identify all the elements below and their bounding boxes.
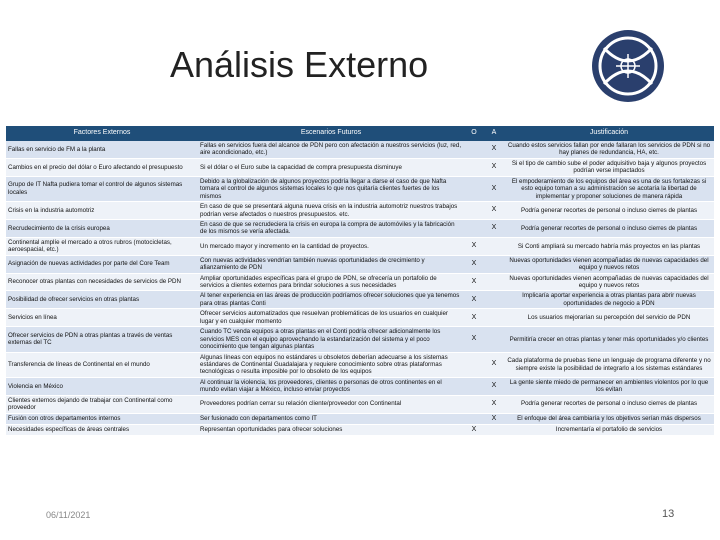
cell-escenario: Un mercado mayor y incremento en la cantidad de proyectos. (198, 237, 464, 255)
cell-factor: Cambios en el precio del dólar o Euro afectando el presupuesto (6, 158, 198, 176)
cell-amenaza: X (484, 158, 504, 176)
cell-escenario: Proveedores podrían cerrar su relación cliente/proveedor con Continental (198, 395, 464, 413)
cell-justificacion: Podría generar recortes de personal o incluso cierres de plantas (504, 219, 714, 237)
table-header-row (6, 126, 714, 141)
header-escenarios: Escenarios Futuros (198, 126, 464, 141)
cell-escenario: Con nuevas actividades vendrían también nuevas oportunidades de crecimiento y afianzamiento de PDN (198, 255, 464, 273)
cell-escenario: Representan oportunidades para ofrecer soluciones (198, 424, 464, 435)
cell-oportunidad: X (464, 273, 484, 291)
cell-justificacion: Los usuarios mejorarían su percepción del servicio de PDN (504, 309, 714, 327)
cell-oportunidad (464, 176, 484, 201)
cell-escenario: Ampliar oportunidades específicas para el grupo de PDN, se ofrecería un portafolio de servicios a clientes externos para brindar soluciones a sus necesidades (198, 273, 464, 291)
cell-justificacion: Incrementaría el portafolio de servicios (504, 424, 714, 435)
cell-escenario: Al continuar la violencia, los proveedores, clientes o personas de otros continentes en el mundo evitan viajar a México, incluso enviar proyectos (198, 377, 464, 395)
cell-factor: Continental amplíe el mercado a otros rubros (motocicletas, aeroespacial, etc.) (6, 237, 198, 255)
page-number: 13 (662, 508, 675, 520)
cell-oportunidad (464, 202, 484, 220)
header-o: O (464, 126, 484, 141)
cell-amenaza: X (484, 176, 504, 201)
cell-oportunidad (464, 395, 484, 413)
table-row (6, 158, 714, 176)
table-row (6, 377, 714, 395)
cell-justificacion: Cuando estos servicios fallan por ende fallaran los servicios de PDN si no hay planes de redundancia, HA, etc. (504, 141, 714, 158)
table-row (6, 395, 714, 413)
cell-factor: Fallas en servicio de FM a la planta (6, 141, 198, 158)
cell-amenaza: X (484, 352, 504, 377)
cell-amenaza: X (484, 377, 504, 395)
table-row (6, 273, 714, 291)
cell-amenaza: X (484, 395, 504, 413)
cell-escenario: Ofrecer servicios automatizados que resuelvan problemáticas de los usuarios en cualquier lugar y en cualquier momento (198, 309, 464, 327)
cell-amenaza (484, 291, 504, 309)
cell-factor: Crisis en la industria automotriz (6, 202, 198, 220)
table-row (6, 327, 714, 352)
cell-escenario: En caso de que se recrudeciera la crisis en europa la compra de automóviles y la fabricación de los mismos se vería afectada. (198, 219, 464, 237)
cell-oportunidad (464, 413, 484, 424)
cell-factor: Clientes externos dejando de trabajar con Continental como proveedor (6, 395, 198, 413)
table-row (6, 237, 714, 255)
cell-oportunidad: X (464, 424, 484, 435)
cell-escenario: Cuando TC venda equipos a otras plantas en el Conti podría ofrecer adicionalmente los servicios MES con el equipo aprovechando la estandarización del sistema y el poco conocimiento que tengan algunas plantas (198, 327, 464, 352)
cell-justificacion: El enfoque del área cambiaría y los objetivos serían más dispersos (504, 413, 714, 424)
cell-factor: Servicios en línea (6, 309, 198, 327)
cell-escenario: Ser fusionado con departamentos como IT (198, 413, 464, 424)
cell-amenaza (484, 327, 504, 352)
cell-justificacion: Nuevas oportunidades vienen acompañadas de nuevas capacidades del equipo y nuevos retos (504, 273, 714, 291)
cell-amenaza (484, 273, 504, 291)
header-a: A (484, 126, 504, 141)
cell-amenaza: X (484, 219, 504, 237)
cell-amenaza: X (484, 413, 504, 424)
table-row (6, 291, 714, 309)
table-row (6, 219, 714, 237)
cell-oportunidad (464, 377, 484, 395)
cell-justificacion: Si Conti ampliará su mercado habría más proyectos en las plantas (504, 237, 714, 255)
cell-factor: Ofrecer servicios de PDN a otras plantas a través de ventas externas del TC (6, 327, 198, 352)
cell-oportunidad: X (464, 327, 484, 352)
cell-oportunidad: X (464, 255, 484, 273)
cell-amenaza (484, 237, 504, 255)
cell-oportunidad (464, 158, 484, 176)
table-row (6, 352, 714, 377)
cell-factor: Recrudecimiento de la crisis europea (6, 219, 198, 237)
cell-oportunidad (464, 352, 484, 377)
cell-amenaza (484, 309, 504, 327)
cell-justificacion: Permitiría crecer en otras plantas y tener más oportunidades y/o clientes (504, 327, 714, 352)
table-row (6, 202, 714, 220)
cell-justificacion: Podría generar recortes de personal o incluso cierres de plantas (504, 395, 714, 413)
cell-factor: Asignación de nuevas actividades por parte del Core Team (6, 255, 198, 273)
cell-factor: Fusión con otros departamentos internos (6, 413, 198, 424)
cell-oportunidad: X (464, 291, 484, 309)
cell-factor: Violencia en México (6, 377, 198, 395)
cell-justificacion: La gente siente miedo de permanecer en ambientes violentos por lo que los evitan (504, 377, 714, 395)
table-row (6, 413, 714, 424)
cell-oportunidad (464, 219, 484, 237)
cell-justificacion: El empoderamiento de los equipos del área es una de sus fortalezas si esto equipo toman a su administración se acotaría la libertad de implementar y proponer soluciones de manera rápida (504, 176, 714, 201)
page-title: Análisis Externo (170, 44, 429, 85)
cell-factor: Posibilidad de ofrecer servicios en otras plantas (6, 291, 198, 309)
globe-cross-icon (590, 28, 666, 104)
cell-factor: Transferencia de líneas de Continental en el mundo (6, 352, 198, 377)
cell-escenario: Algunas líneas con equipos no estándares u obsoletos deberían adecuarse a los sistemas estándares de Continental Guadalajara y requiere conocimiento sobre otras plataformas tecnológicas o resulta imposible por lo obsoleto de los equipos (198, 352, 464, 377)
cell-escenario: En caso de que se presentará alguna nueva crisis en la industria automotriz nuestros trabajos podrían verse afectados o nuestros presupuestos. etc. (198, 202, 464, 220)
cell-oportunidad (464, 141, 484, 158)
cell-escenario: Debido a la globalización de algunos proyectos podría llegar a darse el caso de que Nafta tomara el control de algunos sistemas locales lo que nos quitaría clientes fuertes de los mismos (198, 176, 464, 201)
cell-escenario: Al tener experiencia en las áreas de producción podríamos ofrecer soluciones que ya tenemos para otras plantas Conti (198, 291, 464, 309)
cell-justificacion: Podría generar recortes de personal o incluso cierres de plantas (504, 202, 714, 220)
table-row (6, 176, 714, 201)
cell-escenario: Fallas en servicios fuera del alcance de PDN pero con afectación a nuestros servicios (luz, red, aire acondicionado, etc.) (198, 141, 464, 158)
cell-justificacion: Implicaría aportar experiencia a otras plantas para abrir nuevas oportunidades de negocio a PDN (504, 291, 714, 309)
table-body (6, 141, 714, 436)
cell-escenario: Si el dólar o el Euro sube la capacidad de compra presupuesta disminuye (198, 158, 464, 176)
cell-amenaza (484, 424, 504, 435)
table-row (6, 255, 714, 273)
table-row (6, 141, 714, 158)
cell-oportunidad: X (464, 237, 484, 255)
cell-factor: Necesidades específicas de áreas centrales (6, 424, 198, 435)
header-justificacion: Justificación (504, 126, 714, 141)
cell-factor: Grupo de IT Nafta pudiera tomar el control de algunos sistemas locales (6, 176, 198, 201)
cell-justificacion: Cada plataforma de pruebas tiene un lenguaje de programa diferente y no siempre existe la posibilidad de integrarlo a los sistemas estándares (504, 352, 714, 377)
header-factores: Factores Externos (6, 126, 198, 141)
cell-amenaza: X (484, 141, 504, 158)
table-row (6, 424, 714, 435)
cell-justificacion: Si el tipo de cambio sube el poder adquisitivo baja y algunos proyectos podrían verse impactados (504, 158, 714, 176)
cell-amenaza (484, 255, 504, 273)
footer-date: 06/11/2021 (46, 510, 91, 520)
cell-amenaza: X (484, 202, 504, 220)
analysis-table (6, 126, 714, 436)
cell-factor: Reconocer otras plantas con necesidades de servicios de PDN (6, 273, 198, 291)
table-row (6, 309, 714, 327)
cell-oportunidad: X (464, 309, 484, 327)
cell-justificacion: Nuevas oportunidades vienen acompañadas de nuevas capacidades del equipo y nuevos retos (504, 255, 714, 273)
